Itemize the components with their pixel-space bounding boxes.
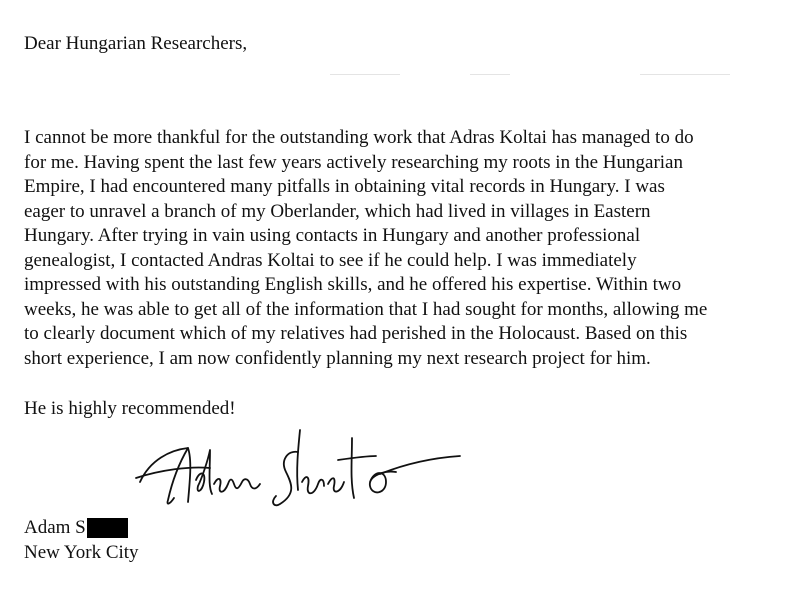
- faint-scan-artifact: [640, 74, 730, 75]
- body-line: genealogist, I contacted Andras Koltai to see if he could help. I was immediately: [24, 249, 637, 271]
- letter-body: [24, 126, 794, 371]
- body-line: to clearly document which of my relatives had perished in the Holocaust. Based on this: [24, 323, 688, 344]
- body-line: impressed with his outstanding English skills, and he offered his expertise. Within two: [24, 274, 682, 295]
- signer-name: Adam S: [24, 517, 86, 538]
- signer-name-row: [24, 517, 128, 539]
- faint-scan-artifact: [470, 74, 510, 75]
- handwritten-signature-icon: [130, 420, 470, 520]
- body-line: Hungary. After trying in vain using contacts in Hungary and another professional: [24, 225, 641, 246]
- redaction-box: [87, 518, 128, 538]
- body-line: for me. Having spent the last few years actively researching my roots in the Hungarian: [24, 151, 683, 173]
- closing-line: He is highly recommended!: [24, 398, 236, 419]
- signer-city: New York City: [24, 542, 139, 563]
- body-line: Empire, I had encountered many pitfalls in obtaining vital records in Hungary. I was: [24, 176, 665, 197]
- body-line: eager to unravel a branch of my Oberlander, which had lived in villages in Eastern: [24, 200, 651, 222]
- body-line: short experience, I am now confidently planning my next research project for him.: [24, 347, 651, 369]
- body-line: I cannot be more thankful for the outstanding work that Adras Koltai has managed to do: [24, 127, 694, 148]
- salutation: Dear Hungarian Researchers,: [24, 33, 248, 54]
- faint-scan-artifact: [330, 74, 400, 75]
- body-line: weeks, he was able to get all of the information that I had sought for months, allowing me: [24, 298, 708, 320]
